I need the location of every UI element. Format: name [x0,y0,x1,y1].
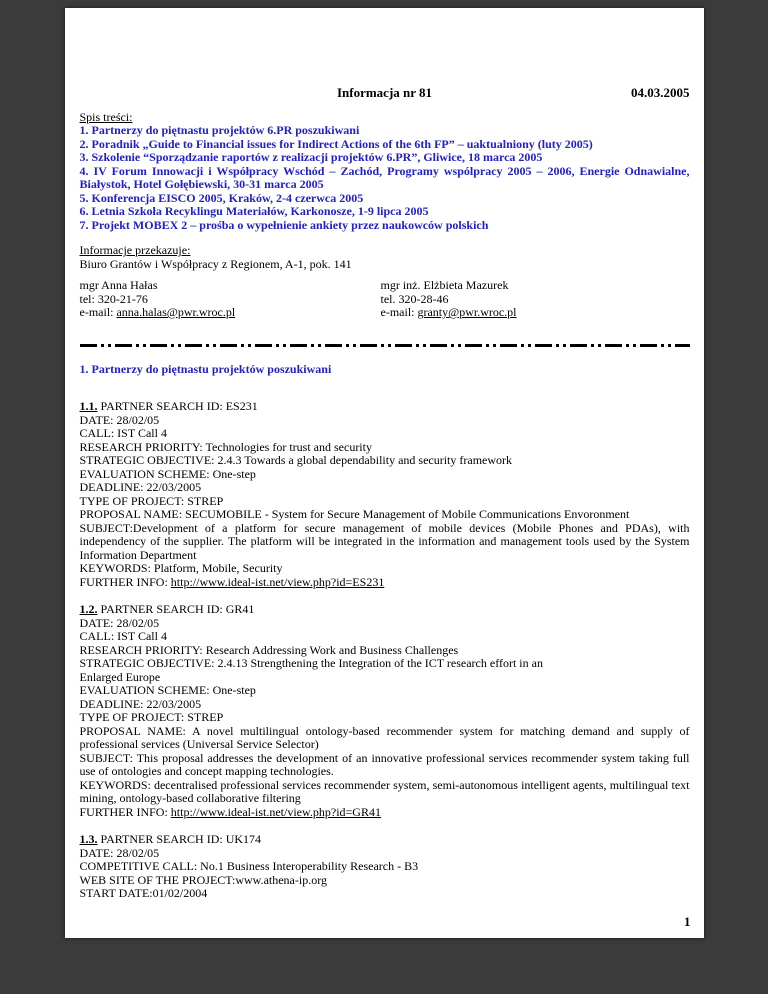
toc-item-5: 5. Konferencja EISCO 2005, Kraków, 2-4 czerwca 2005 [79,190,364,205]
ps-call-line: CALL: IST Call 4 [79,426,167,440]
toc-item-1: 1. Partnerzy do piętnastu projektów 6.PR poszukiwani [79,123,360,137]
ps-further-info-line [80,576,690,590]
email-label: e-mail: [380,305,418,319]
ps-id-line [80,400,690,414]
ps-project-type-line: TYPE OF PROJECT: STREP [79,710,224,724]
ps-website-line: WEB SITE OF THE PROJECT:www.athena-ip.org [79,872,327,887]
contact-block-left [80,279,381,320]
ps-strategic-objective-line: STRATEGIC OBJECTIVE: 2.4.13 Strengthening the Integration of the ICT research effort in an [79,656,543,670]
contact-columns [80,279,690,320]
document-page [65,8,704,938]
ps-strategic-objective-continuation: Enlarged Europe [79,669,161,684]
ps-id-text: PARTNER SEARCH ID: UK174 [97,832,262,846]
contact-name: mgr inż. Elżbieta Mazurek [380,278,509,292]
document-content [65,8,704,901]
ps-further-info-line [80,806,690,820]
ps-evaluation-scheme-line: EVALUATION SCHEME: One-step [79,683,256,697]
contact-tel: tel: 320-21-76 [79,291,148,306]
toc-item-7: 7. Projekt MOBEX 2 – prośba o wypełnienie ankiety przez naukowców polskich [79,217,489,232]
ps-project-type-line: TYPE OF PROJECT: STREP [79,493,224,508]
contact-tel: tel. 320-28-46 [380,291,449,306]
ps-strategic-objective-line: STRATEGIC OBJECTIVE: 2.4.3 Towards a global dependability and security framework [79,453,513,467]
further-info-link-es231[interactable]: http://www.ideal-ist.net/view.php?id=ES231 [170,574,385,589]
ps-competitive-call-line: COMPETITIVE CALL: No.1 Business Interoperability Research - B3 [79,859,419,873]
further-info-link-gr41[interactable]: http://www.ideal-ist.net/view.php?id=GR41 [170,804,381,819]
email-link-anna-halas[interactable]: anna.halas@pwr.wroc.pl [116,305,236,319]
ps-subject-paragraph: SUBJECT:Development of a platform for secure management of mobile devices (Mobile Phones and PDAs), with independency of the supplier. The platform will be integrated in the information and management tools used by the System Information Department [79,520,690,562]
section-1-heading: 1. Partnerzy do piętnastu projektów poszukiwani [79,361,332,376]
document-date: 04.03.2005 [631,85,690,100]
contact-name: mgr Anna Hałas [79,278,158,292]
further-info-label: FURTHER INFO: [79,574,171,589]
ps-evaluation-scheme-line: EVALUATION SCHEME: One-step [79,466,256,481]
ps-id-line [80,603,690,617]
ps-number: 1.2. [79,602,98,616]
contact-email-line [80,306,381,320]
partner-search-1-1 [80,400,690,589]
contact-email-line [381,306,690,320]
toc [80,124,690,232]
ps-deadline-line: DEADLINE: 22/03/2005 [79,696,202,711]
toc-heading: Spis treści: [79,109,133,124]
ps-id-text: PARTNER SEARCH ID: ES231 [97,399,258,413]
page-number: 1 [684,913,691,929]
contacts-heading: Informacje przekazuje: [79,243,191,257]
dash-dot-divider [80,344,690,347]
email-label: e-mail: [79,305,117,319]
ps-number: 1.1. [79,399,98,413]
ps-date-line: DATE: 28/02/05 [79,615,160,630]
toc-item-2: 2. Poradnik „Guide to Financial issues for Indirect Actions of the 6th FP” – uaktualniony (luty 2005) [79,136,593,151]
ps-subject-paragraph: SUBJECT: This proposal addresses the development of an innovative professional services recommender system taking full use of ontologies and concept mapping technologies. [79,750,690,778]
page-title: Informacja nr 81 [336,85,433,100]
ps-research-priority-line: RESEARCH PRIORITY: Research Addressing Work and Business Challenges [79,642,459,657]
ps-keywords-paragraph: KEYWORDS: decentralised professional services recommender system, semi-autonomous intelligent agents, multilingual text mining, ontology-based collaborative filtering [79,777,690,805]
ps-research-priority-line: RESEARCH PRIORITY: Technologies for trust and security [79,439,372,454]
ps-proposal-name-paragraph: PROPOSAL NAME: A novel multilingual ontology-based recommender system for matching demand and supply of professional services (Universal Service Selector) [79,723,690,751]
ps-date-line: DATE: 28/02/05 [79,845,160,860]
partner-search-1-3 [80,833,690,901]
ps-proposal-name-line: PROPOSAL NAME: SECUMOBILE - System for Secure Management of Mobile Communications Envoronment [79,507,630,521]
ps-keywords-line: KEYWORDS: Platform, Mobile, Security [79,561,283,575]
email-link-granty[interactable]: granty@pwr.wroc.pl [417,305,517,319]
ps-id-line [80,833,690,847]
toc-item-6: 6. Letnia Szkoła Recyklingu Materiałów, Karkonosze, 1-9 lipca 2005 [79,204,429,218]
partner-search-1-2 [80,603,690,819]
ps-number: 1.3. [79,832,98,846]
ps-start-date-line: START DATE:01/02/2004 [79,886,208,900]
further-info-label: FURTHER INFO: [79,804,171,819]
ps-call-line: CALL: IST Call 4 [79,629,167,643]
toc-item-3: 3. Szkolenie “Sporządzanie raportów z realizacji projektów 6.PR”, Gliwice, 18 marca 2005 [79,150,543,164]
ps-id-text: PARTNER SEARCH ID: GR41 [97,602,255,616]
document-header [80,86,690,100]
contact-block-right [381,279,690,320]
toc-item-4: 4. IV Forum Innowacji i Współpracy Wschód – Zachód, Programy wspólpracy 2005 – 2006, Energie Odnawialne, Białystok, Hotel Gołębiewski, 30-31 marca 2005 [79,163,690,191]
office-line: Biuro Grantów i Współpracy z Regionem, A-1, pok. 141 [79,256,352,271]
ps-deadline-line: DEADLINE: 22/03/2005 [79,480,202,494]
ps-date-line: DATE: 28/02/05 [79,412,160,427]
